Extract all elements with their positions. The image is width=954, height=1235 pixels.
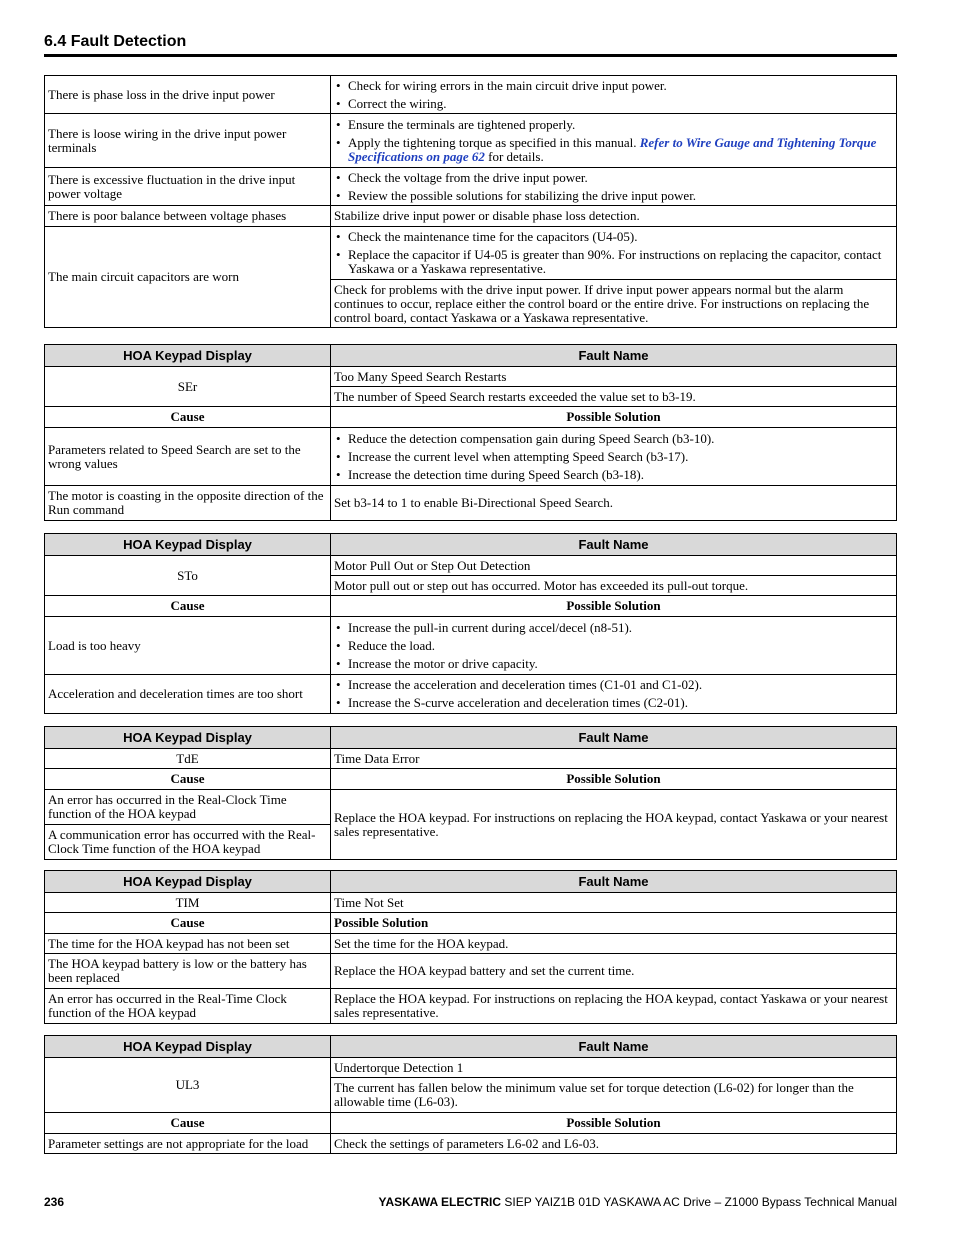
cause-cell: An error has occurred in the Real-Clock Time function of the HOA keypad (45, 790, 331, 825)
footer-text (379, 1195, 897, 1209)
solution-cell (331, 76, 897, 114)
solution-header: Possible Solution (331, 769, 897, 790)
fault-name: Too Many Speed Search Restarts (331, 367, 897, 387)
fault-code: UL3 (45, 1058, 331, 1113)
solution-item: • Increase the detection time during Speed Search (b3-18). (334, 468, 893, 482)
cause-header: Cause (45, 596, 331, 617)
cause-cell: The motor is coasting in the opposite direction of the Run command (45, 486, 331, 521)
table-row (45, 76, 897, 114)
cause-cell: The main circuit capacitors are worn (45, 227, 331, 328)
cause-cell: The HOA keypad battery is low or the battery has been replaced (45, 954, 331, 989)
page-number: 236 (44, 1195, 65, 1209)
table-row (45, 428, 897, 486)
table-row (45, 893, 897, 913)
fault-name-header: Fault Name (331, 871, 897, 893)
cause-cell: The time for the HOA keypad has not been set (45, 934, 331, 954)
solution-item: • Check the maintenance time for the capacitors (U4-05). (334, 230, 893, 244)
hoa-display-header: HOA Keypad Display (45, 1036, 331, 1058)
table-row (45, 989, 897, 1024)
solution-item (334, 136, 893, 164)
table-row (45, 954, 897, 989)
footer-manual: SIEP YAIZ1B 01D YASKAWA AC Drive – Z1000 Bypass Technical Manual (501, 1195, 897, 1209)
solution-cell (331, 428, 897, 486)
solution-cell: Stabilize drive input power or disable phase loss detection. (331, 206, 897, 227)
solution-cell: Check for problems with the drive input power. If drive input power appears normal but the alarm continues to occur, replace either the control board or the entire drive. For instructions on replacing the control board, contact Yaskawa or a Yaskawa representative. (331, 280, 897, 328)
cause-cell: There is phase loss in the drive input power (45, 76, 331, 114)
solution-cell: Replace the HOA keypad. For instructions on replacing the HOA keypad, contact Yaskawa or your nearest sales representative. (331, 790, 897, 860)
cause-cell: There is excessive fluctuation in the drive input power voltage (45, 168, 331, 206)
cause-cell: An error has occurred in the Real-Time Clock function of the HOA keypad (45, 989, 331, 1024)
solution-cell: Replace the HOA keypad. For instructions on replacing the HOA keypad, contact Yaskawa or your nearest sales representative. (331, 989, 897, 1024)
fault-name: Motor Pull Out or Step Out Detection (331, 556, 897, 576)
cause-header: Cause (45, 407, 331, 428)
hoa-display-header: HOA Keypad Display (45, 534, 331, 556)
solution-header: Possible Solution (331, 407, 897, 428)
fault-description: The number of Speed Search restarts exceeded the value set to b3-19. (331, 387, 897, 407)
table-header-row (45, 1036, 897, 1058)
table-header-row (45, 534, 897, 556)
cause-cell: Parameter settings are not appropriate for the load (45, 1134, 331, 1154)
table-header-row (45, 727, 897, 749)
solution-item: • Increase the acceleration and deceleration times (C1-01 and C1-02). (334, 678, 893, 692)
fault-code: SEr (45, 367, 331, 407)
hoa-display-header: HOA Keypad Display (45, 345, 331, 367)
fault-table-ser (44, 344, 897, 521)
solution-item: • Reduce the load. (334, 639, 893, 653)
table-row (45, 790, 897, 825)
fault-code: TdE (45, 749, 331, 769)
cause-cell: A communication error has occurred with the Real-Clock Time function of the HOA keypad (45, 825, 331, 860)
table-row (45, 367, 897, 387)
section-title: 6.4 Fault Detection (44, 33, 187, 50)
table-header-row (45, 345, 897, 367)
hoa-display-header: HOA Keypad Display (45, 871, 331, 893)
footer-brand: YASKAWA ELECTRIC (378, 1195, 502, 1209)
fault-code: TIM (45, 893, 331, 913)
table-subheader-row (45, 769, 897, 790)
table-row (45, 114, 897, 168)
table-row (45, 486, 897, 521)
table-row (45, 675, 897, 714)
solution-cell (331, 617, 897, 675)
fault-name-header: Fault Name (331, 727, 897, 749)
solution-header: Possible Solution (331, 596, 897, 617)
fault-table-tde (44, 726, 897, 860)
fault-name: Time Not Set (331, 893, 897, 913)
table-subheader-row (45, 913, 897, 934)
solution-item: • Replace the capacitor if U4-05 is greater than 90%. For instructions on replacing the capacitor, contact Yaskawa or a Yaskawa representative. (334, 248, 893, 276)
table-header-row (45, 871, 897, 893)
cause-header: Cause (45, 913, 331, 934)
cause-cell: There is loose wiring in the drive input power terminals (45, 114, 331, 168)
fault-table-tim (44, 870, 897, 1024)
solution-item: • Increase the pull-in current during accel/decel (n8-51). (334, 621, 893, 635)
fault-name-header: Fault Name (331, 1036, 897, 1058)
reference-link[interactable]: Refer to Wire Gauge and Tightening Torque Specifications on page 62 (348, 134, 877, 164)
solution-header: Possible Solution (331, 913, 897, 934)
section-rule (44, 54, 897, 57)
table-subheader-row (45, 1113, 897, 1134)
solution-cell: Check the settings of parameters L6-02 and L6-03. (331, 1134, 897, 1154)
fault-name: Undertorque Detection 1 (331, 1058, 897, 1078)
solution-text: Apply the tightening torque as specified in this manual. (348, 134, 640, 150)
solution-item: • Check for wiring errors in the main circuit drive input power. (334, 79, 893, 93)
solution-item: • Review the possible solutions for stabilizing the drive input power. (334, 189, 893, 203)
fault-table-sto (44, 533, 897, 714)
cause-header: Cause (45, 1113, 331, 1134)
table-row (45, 556, 897, 576)
solution-header: Possible Solution (331, 1113, 897, 1134)
cause-cell: Parameters related to Speed Search are set to the wrong values (45, 428, 331, 486)
solution-item: • Increase the S-curve acceleration and deceleration times (C2-01). (334, 696, 893, 710)
cause-header: Cause (45, 769, 331, 790)
table-row (45, 206, 897, 227)
cause-cell: Acceleration and deceleration times are too short (45, 675, 331, 714)
table-row (45, 1058, 897, 1078)
fault-description: Motor pull out or step out has occurred. Motor has exceeded its pull-out torque. (331, 576, 897, 596)
table-row (45, 1134, 897, 1154)
solution-item: • Increase the current level when attempting Speed Search (b3-17). (334, 450, 893, 464)
solution-cell: Replace the HOA keypad battery and set the current time. (331, 954, 897, 989)
solution-cell: Set the time for the HOA keypad. (331, 934, 897, 954)
solution-item: • Check the voltage from the drive input power. (334, 171, 893, 185)
phase-loss-cause-table (44, 75, 897, 328)
solution-item: • Increase the motor or drive capacity. (334, 657, 893, 671)
table-row (45, 617, 897, 675)
table-row (45, 749, 897, 769)
fault-code: STo (45, 556, 331, 596)
solution-item: • Reduce the detection compensation gain during Speed Search (b3-10). (334, 432, 893, 446)
solution-item: • Correct the wiring. (334, 97, 893, 111)
table-subheader-row (45, 596, 897, 617)
solution-cell (331, 227, 897, 280)
table-row (45, 227, 897, 280)
solution-cell (331, 114, 897, 168)
cause-cell: There is poor balance between voltage phases (45, 206, 331, 227)
solution-cell: Set b3-14 to 1 to enable Bi-Directional Speed Search. (331, 486, 897, 521)
solution-item: • Ensure the terminals are tightened properly. (334, 118, 893, 132)
solution-cell (331, 675, 897, 714)
table-row (45, 168, 897, 206)
cause-cell: Load is too heavy (45, 617, 331, 675)
fault-description: The current has fallen below the minimum value set for torque detection (L6-02) for longer than the allowable time (L6-03). (331, 1078, 897, 1113)
solution-cell (331, 168, 897, 206)
fault-name-header: Fault Name (331, 534, 897, 556)
table-subheader-row (45, 407, 897, 428)
fault-name: Time Data Error (331, 749, 897, 769)
solution-text: for details. (484, 148, 544, 164)
hoa-display-header: HOA Keypad Display (45, 727, 331, 749)
fault-table-ul3 (44, 1035, 897, 1154)
table-row (45, 934, 897, 954)
fault-name-header: Fault Name (331, 345, 897, 367)
